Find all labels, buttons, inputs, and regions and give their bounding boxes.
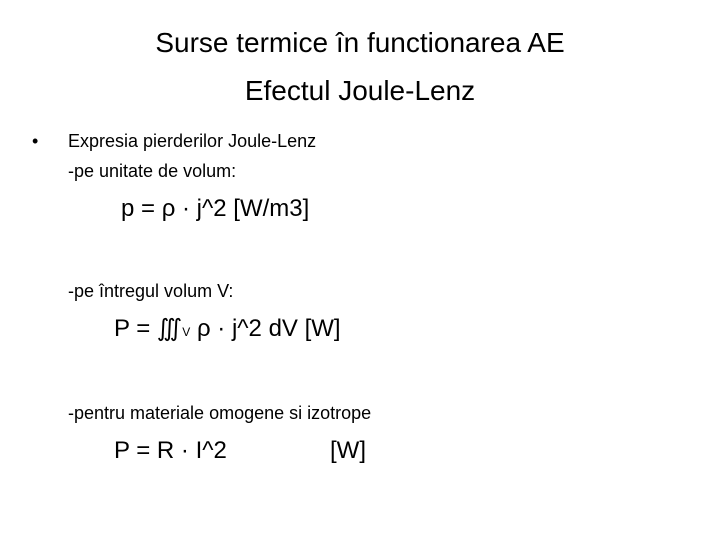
materials-formula: P = R · I^2 — [114, 437, 227, 464]
bullet-text: Expresia pierderilor Joule-Lenz — [68, 131, 317, 151]
bullet-item — [32, 130, 316, 152]
per-volume-formula: p = ρ · j^2 [W/m3] — [121, 195, 310, 222]
materials-unit: [W] — [330, 437, 366, 464]
whole-volume-formula-suffix: ρ · j^2 dV [W] — [190, 315, 341, 342]
whole-volume-formula-prefix: P = ∭ — [114, 315, 183, 342]
slide-title: Surse termice în functionarea AE — [155, 27, 565, 58]
bullet-marker: • — [32, 131, 39, 151]
per-volume-label: -pe unitate de volum: — [68, 161, 237, 181]
materials-label: -pentru materiale omogene si izotrope — [68, 403, 372, 423]
whole-volume-formula — [114, 314, 341, 347]
whole-volume-subscript: V — [182, 325, 191, 339]
slide-subtitle: Efectul Joule-Lenz — [244, 75, 476, 106]
whole-volume-label: -pe întregul volum V: — [68, 281, 234, 301]
